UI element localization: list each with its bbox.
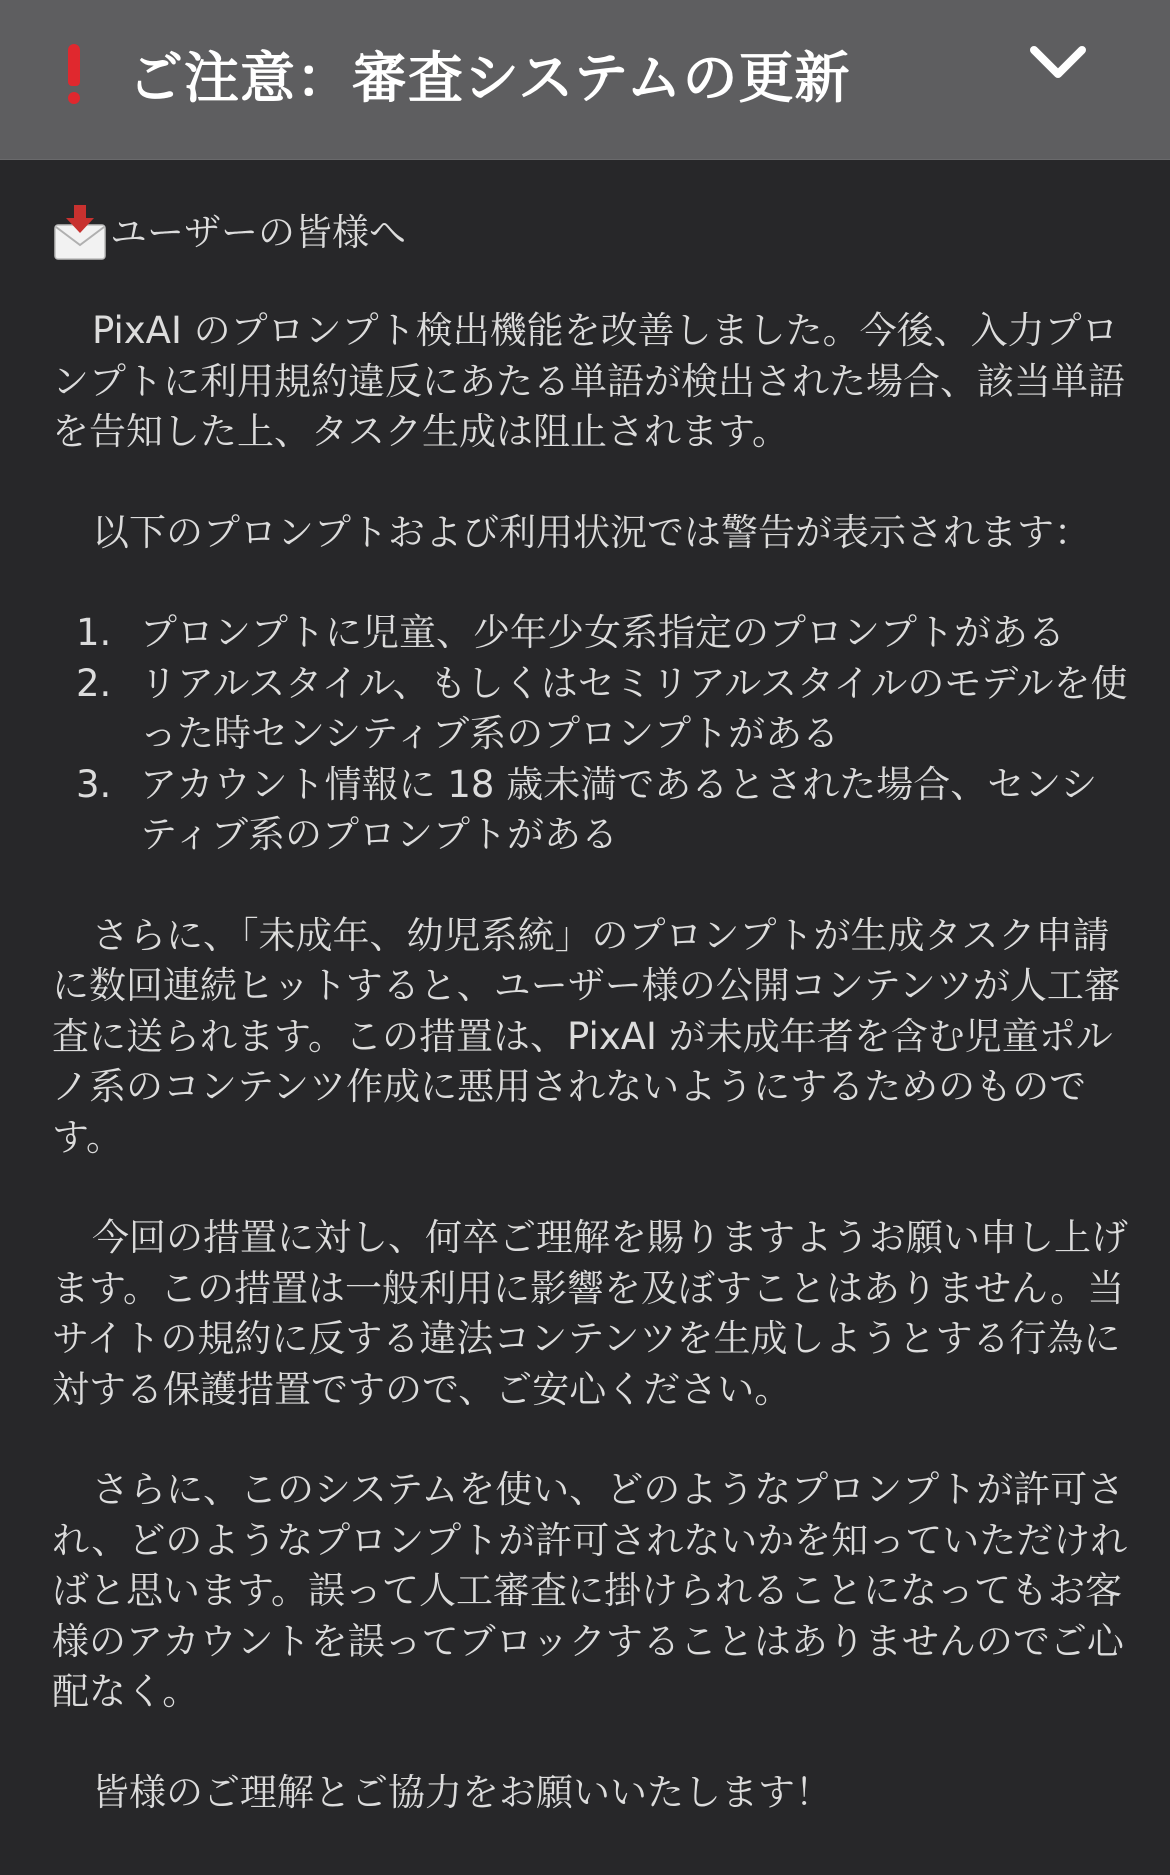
envelope-with-arrow-icon [52,205,108,261]
paragraph-understanding-request: 今回の措置に対し、何卒ご理解を賜りますようお願い申し上げます。この措置は一般利用に影響を及ぼすことはありません。当サイトの規約に反する違法コンテンツを生成しようとする行為に対する保護措置ですので、ご安心ください。 [52,1216,1128,1411]
notice-body [52,200,1130,1868]
exclamation-icon [66,44,82,102]
paragraph-detection-improved: PixAI のプロンプト検出機能を改善しました。今後、入力プロンプトに利用規約違反にあたる単語が検出された場合、該当単語を告知した上、タスク生成は阻止されます。 [52,309,1125,453]
paragraph-warning-intro: 以下のプロンプトおよび利用状況では警告が表示されます： [92,510,1091,554]
list-item: 3. アカウント情報に 18 歳未満であるとされた場合、センシティブ系のプロンプトがある [76,762,1098,856]
list-item: 2. リアルスタイル、もしくはセミリアルスタイルのモデルを使った時センシティブ系のプロンプトがある [76,661,1128,755]
greeting-line [52,200,1130,266]
paragraph-system-usage: さらに、このシステムを使い、どのようなプロンプトが許可され、どのようなプロンプトが許可されないかを知っていただければと思います。誤って人工審査に掛けられることになってもお客様のアカウントを誤ってブロックすることはありませんのでご心配なく。 [52,1468,1128,1713]
closing-line: 皆様のご理解とご協力をお願いいたします！ [92,1770,832,1814]
warning-rules-list [52,608,1130,861]
paragraph-manual-review: さらに、「未成年、幼児系統」のプロンプトが生成タスク申請に数回連続ヒットすると、ユーザー様の公開コンテンツが人工審査に送られます。この措置は、PixAI が未成年者を含む児童ポルノ系のコンテンツ作成に悪用されないようにするためのものです。 [52,913,1121,1159]
list-item: 1. プロンプトに児童、少年少女系指定のプロンプトがある [76,611,1065,654]
notice-header[interactable] [0,0,1170,160]
notice-title: ご注意：審査システムの更新 [128,46,851,110]
greeting-text: ユーザーの皆様へ [110,210,406,254]
chevron-down-icon[interactable] [1028,44,1088,84]
